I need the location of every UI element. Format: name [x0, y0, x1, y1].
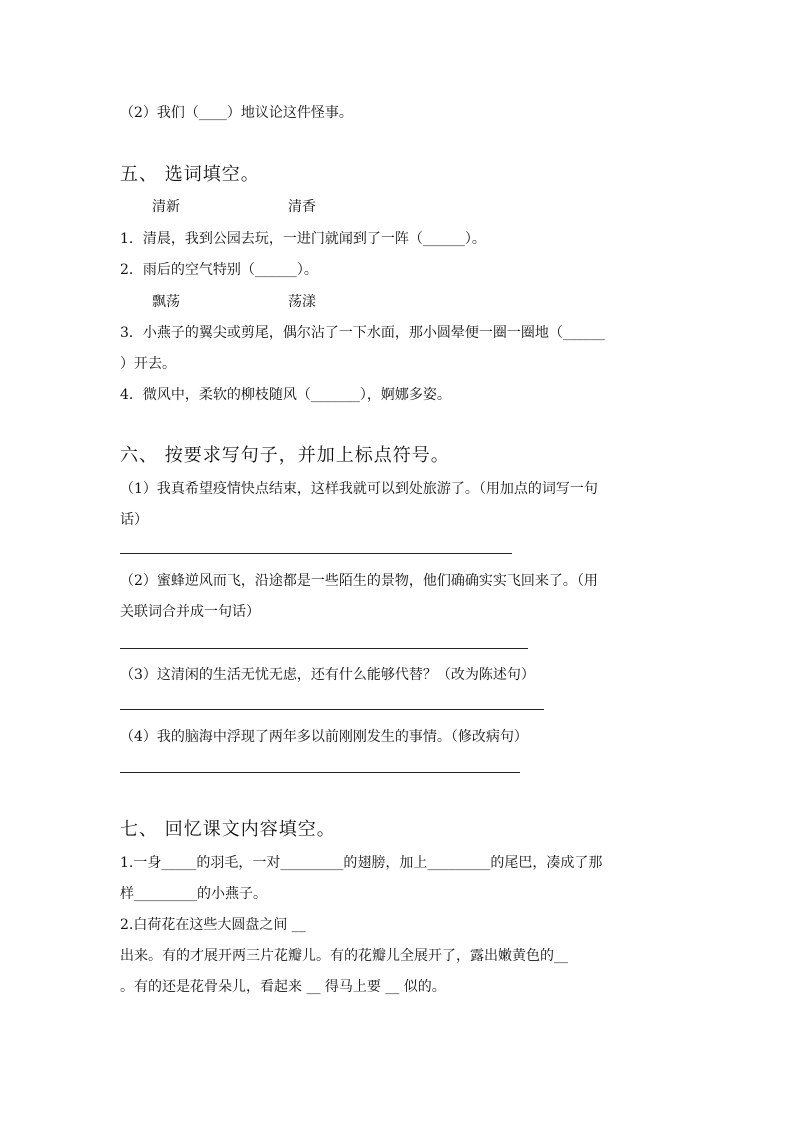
- section-6-heading: 六、 按要求写句子，并加上标点符号。: [120, 445, 450, 466]
- s7-question-2-line-3: 。有的还是花骨朵儿，看起来 __ 得马上要 __ 似的。: [120, 979, 446, 995]
- s6-question-3: （3）这清闲的生活无忧无虑，还有什么能够代替？（改为陈述句）: [120, 667, 535, 683]
- s5-question-1: 1．清晨，我到公园去玩，一进门就闻到了一阵（______）。: [120, 231, 486, 247]
- s5-question-3-line-2: ）开去。: [120, 356, 176, 372]
- s5-question-4: 4．微风中，柔软的柳枝随风（_______），婀娜多姿。: [120, 387, 451, 403]
- s6-question-2-line-2: 关联词合并成一句话）: [120, 604, 260, 620]
- s6-answer-line-3[interactable]: [120, 709, 544, 710]
- s4-question-2: （2）我们（____）地议论这件怪事。: [120, 105, 353, 121]
- s5-question-3-line-1: 3．小燕子的翼尖或剪尾，偶尔沾了一下水面，那小圆晕便一圈一圈地（______: [120, 325, 605, 341]
- s7-question-1-line-2: 样_________的小燕子。: [120, 886, 267, 902]
- s7-question-2-line-1: 2.白荷花在这些大圆盘之间 __: [120, 917, 306, 933]
- section-5-heading: 五、 选词填空。: [120, 164, 260, 185]
- s6-question-4: （4）我的脑海中浮现了两年多以前刚刚发生的事情。（修改病句）: [120, 729, 528, 745]
- s6-answer-line-1[interactable]: [120, 553, 512, 554]
- s6-question-1-line-2: 话）: [120, 512, 148, 528]
- section-7-heading: 七、 回忆课文内容填空。: [120, 819, 336, 840]
- s6-answer-line-4[interactable]: [120, 772, 520, 773]
- s5-option-piaodang: 飘荡: [152, 294, 180, 310]
- s6-question-1-line-1: （1）我真希望疫情快点结束，这样我就可以到处旅游了。（用加点的词写一句: [120, 481, 598, 497]
- s7-question-1-line-1: 1.一身_____的羽毛，一对_________的翅膀，加上_________的尾巴，凑成了那: [120, 855, 603, 871]
- s5-option-qingxin: 清新: [152, 199, 180, 215]
- s7-question-2-line-2: 出来。有的才展开两三片花瓣儿。有的花瓣儿全展开了，露出嫩黄色的__: [120, 948, 568, 964]
- s6-answer-line-2[interactable]: [120, 648, 528, 649]
- s5-option-qingxiang: 清香: [288, 199, 316, 215]
- s6-question-2-line-1: （2）蜜蜂逆风而飞，沿途都是一些陌生的景物，他们确确实实飞回来了。（用: [120, 573, 598, 589]
- s5-question-2: 2．雨后的空气特别（______）。: [120, 262, 318, 278]
- s5-option-dangyang: 荡漾: [288, 294, 316, 310]
